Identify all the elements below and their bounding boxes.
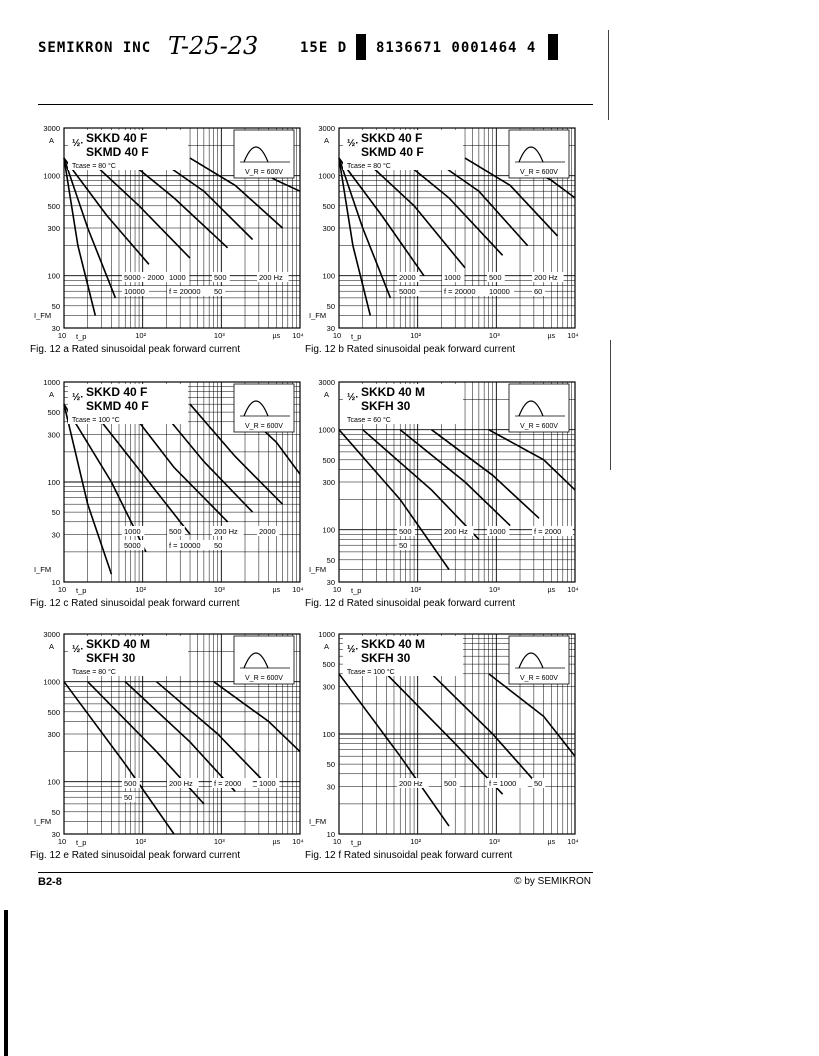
y-tick-label: 300 (322, 682, 335, 692)
y-tick-label: 50 (51, 807, 60, 817)
y-tick-label: 3000 (43, 630, 60, 639)
tcase-label: Tcase = 80 °C (347, 163, 391, 170)
chart-12b (305, 120, 595, 342)
y-tick-label: 30 (51, 830, 60, 839)
title-fraction: ½· (72, 392, 84, 403)
vr-label: V_R = 600V (245, 169, 283, 176)
black-mark-2 (548, 34, 558, 60)
frequency-annotation: 10000 (489, 287, 510, 296)
title-fraction: ½· (72, 138, 84, 149)
frequency-annotation: f = 20000 (169, 287, 201, 296)
vr-label: V_R = 600V (245, 423, 283, 430)
frequency-annotation: 1000 (124, 527, 141, 536)
y-tick-label: 1000 (43, 171, 60, 181)
y-tick-label: 300 (47, 224, 60, 233)
y-tick-label: 1000 (318, 630, 335, 639)
tcase-label: Tcase = 80 °C (72, 163, 116, 170)
title-fraction: ½· (347, 644, 359, 655)
device-title-1: SKKD 40 F (361, 131, 423, 145)
device-title-2: SKFH 30 (86, 651, 136, 665)
frequency-annotation: 2000 (399, 273, 416, 282)
y-axis-label: I_FM (309, 565, 327, 574)
frequency-annotation: f = 1000 (489, 779, 517, 788)
frequency-annotation: 500 (214, 273, 227, 282)
figure-12e (30, 626, 320, 876)
frequency-annotation: 2000 (259, 527, 276, 536)
company-name: SEMIKRON INC (38, 40, 152, 56)
frequency-annotation: 200 Hz (169, 779, 193, 788)
frequency-annotation: 50 (214, 287, 223, 296)
y-tick-label: 50 (326, 555, 335, 565)
y-unit-label: A (323, 136, 329, 145)
x-tick-label: 10³ (488, 585, 500, 594)
frequency-annotation: 200 Hz (259, 273, 283, 282)
title-fraction: ½· (347, 392, 359, 403)
y-tick-label: 300 (47, 430, 60, 440)
frequency-annotation: 1000 (444, 273, 461, 282)
y-tick-label: 3000 (43, 124, 60, 133)
y-tick-label: 1000 (318, 425, 335, 435)
x-tick-label: 10² (410, 837, 422, 846)
y-tick-label: 300 (47, 730, 60, 739)
x-tick-label: 10⁴ (567, 331, 579, 340)
vr-label: V_R = 600V (245, 675, 283, 682)
figure-12b (305, 120, 595, 370)
figure-12d (305, 374, 595, 624)
x-tick-label: 10² (135, 585, 147, 594)
figure-caption: Fig. 12 a Rated sinusoidal peak forward current (30, 344, 241, 355)
y-tick-label: 1000 (43, 378, 60, 387)
device-title-2: SKMD 40 F (86, 399, 149, 413)
figure-caption: Fig. 12 e Rated sinusoidal peak forward current (30, 850, 241, 861)
device-title-2: SKFH 30 (361, 651, 411, 665)
x-unit-label: µs (272, 333, 281, 340)
device-title-2: SKFH 30 (361, 399, 411, 413)
y-tick-label: 3000 (318, 124, 335, 133)
x-tick-label: 10³ (213, 837, 225, 846)
handwritten-reference: T-25-23 (168, 32, 259, 60)
y-tick-label: 1000 (318, 171, 335, 181)
y-axis-label: I_FM (309, 817, 327, 826)
tcase-label: Tcase = 100 °C (72, 417, 120, 424)
frequency-annotation: 500 (444, 779, 457, 788)
frequency-annotation: f = 20000 (444, 287, 476, 296)
frequency-annotation: 200 Hz (444, 527, 468, 536)
curve-200 (157, 682, 265, 782)
x-axis-label: t_p (76, 586, 87, 595)
device-title-2: SKMD 40 F (86, 145, 149, 159)
scan-speck (608, 30, 609, 120)
figure-12c (30, 374, 320, 624)
vr-label: V_R = 600V (520, 169, 558, 176)
frequency-annotation: 1000 (169, 273, 186, 282)
y-tick-label: 500 (322, 455, 335, 465)
curve-200 (432, 674, 543, 788)
figure-caption: Fig. 12 c Rated sinusoidal peak forward current (30, 598, 240, 609)
y-tick-label: 30 (326, 324, 335, 333)
frequency-annotation: 500 (399, 527, 412, 536)
x-axis-label: t_p (351, 332, 362, 341)
frequency-annotation: 10000 (124, 287, 145, 296)
x-tick-label: 10³ (488, 837, 500, 846)
x-unit-label: µs (547, 839, 556, 846)
device-title-1: SKKD 40 M (361, 385, 426, 399)
x-axis-label: t_p (76, 332, 87, 341)
frequency-annotation: 1000 (489, 527, 506, 536)
x-tick-label: 10 (57, 837, 67, 846)
header-code-1: 15E D (300, 40, 348, 56)
figure-caption: Fig. 12 d Rated sinusoidal peak forward current (305, 598, 516, 609)
x-tick-label: 10² (410, 585, 422, 594)
y-tick-label: 1000 (43, 677, 60, 687)
figure-12f (305, 626, 595, 876)
x-unit-label: µs (272, 587, 281, 594)
device-title-1: SKKD 40 M (86, 637, 151, 651)
frequency-annotation: 50 (399, 541, 408, 550)
chart-12f (305, 626, 595, 848)
frequency-annotation: 50 (124, 793, 133, 802)
x-tick-label: 10⁴ (567, 837, 579, 846)
frequency-annotation: 200 Hz (399, 779, 423, 788)
frequency-annotation: 200 Hz (534, 273, 558, 282)
y-tick-label: 500 (47, 408, 60, 418)
header-rule (38, 104, 593, 105)
footer-rule (38, 872, 593, 873)
chart-12e (30, 626, 320, 848)
y-axis-label: I_FM (309, 311, 327, 320)
curve-50 (214, 682, 300, 752)
y-tick-label: 100 (322, 271, 335, 281)
y-tick-label: 500 (322, 660, 335, 670)
y-tick-label: 500 (322, 201, 335, 211)
frequency-annotation: 5000 - 2000 (124, 273, 165, 282)
y-tick-label: 100 (322, 525, 335, 535)
x-tick-label: 10 (57, 331, 67, 340)
x-tick-label: 10 (332, 837, 342, 846)
y-tick-label: 50 (51, 508, 60, 518)
x-tick-label: 10⁴ (292, 837, 304, 846)
x-tick-label: 10⁴ (292, 585, 304, 594)
header-code-2: 8136671 0001464 4 (376, 40, 537, 56)
y-tick-label: 10 (326, 830, 335, 839)
x-axis-label: t_p (76, 838, 87, 847)
y-tick-label: 100 (322, 730, 335, 739)
device-title-1: SKKD 40 M (361, 637, 426, 651)
y-tick-label: 50 (51, 301, 60, 311)
figure-caption: Fig. 12 f Rated sinusoidal peak forward current (305, 850, 513, 861)
x-unit-label: µs (272, 839, 281, 846)
tcase-label: Tcase = 80 °C (72, 669, 116, 676)
y-tick-label: 50 (326, 301, 335, 311)
y-axis-label: I_FM (34, 817, 52, 826)
x-tick-label: 10² (410, 331, 422, 340)
tcase-label: Tcase = 60 °C (347, 417, 391, 424)
y-tick-label: 3000 (318, 378, 335, 387)
x-tick-label: 10⁴ (292, 331, 304, 340)
x-unit-label: µs (547, 587, 556, 594)
frequency-annotation: f = 2000 (534, 527, 562, 536)
frequency-annotation: 500 (489, 273, 502, 282)
x-tick-label: 10 (332, 331, 342, 340)
frequency-annotation: 5000 (399, 287, 416, 296)
scan-edge-mark (4, 910, 8, 1056)
y-tick-label: 500 (47, 201, 60, 211)
x-unit-label: µs (547, 333, 556, 340)
x-tick-label: 10³ (488, 331, 500, 340)
figure-caption: Fig. 12 b Rated sinusoidal peak forward current (305, 344, 516, 355)
frequency-annotation: 500 (169, 527, 182, 536)
frequency-annotation: f = 2000 (214, 779, 242, 788)
vr-label: V_R = 600V (520, 423, 558, 430)
x-tick-label: 10 (57, 585, 67, 594)
curve-200 (432, 430, 540, 519)
x-axis-label: t_p (351, 838, 362, 847)
y-tick-label: 100 (47, 271, 60, 281)
y-tick-label: 300 (322, 478, 335, 487)
frequency-annotation: 200 Hz (214, 527, 238, 536)
y-tick-label: 10 (51, 578, 60, 587)
scan-speck (610, 340, 611, 470)
x-tick-label: 10² (135, 837, 147, 846)
black-mark-1 (356, 34, 366, 60)
x-tick-label: 10⁴ (567, 585, 579, 594)
x-tick-label: 10³ (213, 331, 225, 340)
x-tick-label: 10² (135, 331, 147, 340)
frequency-annotation: 500 (124, 779, 137, 788)
y-unit-label: A (323, 642, 329, 651)
y-unit-label: A (48, 642, 54, 651)
frequency-annotation: 50 (214, 541, 223, 550)
title-fraction: ½· (347, 138, 359, 149)
chart-12d (305, 374, 595, 596)
x-axis-label: t_p (351, 586, 362, 595)
tcase-label: Tcase = 100 °C (347, 669, 395, 676)
page-number: B2-8 (38, 876, 62, 888)
y-tick-label: 30 (51, 530, 60, 540)
curve-5000 (64, 158, 149, 264)
y-tick-label: 30 (326, 578, 335, 587)
y-tick-label: 100 (47, 777, 60, 787)
copyright: © by SEMIKRON (514, 876, 591, 887)
x-tick-label: 10 (332, 585, 342, 594)
y-axis-label: I_FM (34, 311, 52, 320)
chart-12a (30, 120, 320, 342)
y-tick-label: 300 (322, 224, 335, 233)
frequency-annotation: 5000 (124, 541, 141, 550)
device-title-2: SKMD 40 F (361, 145, 424, 159)
x-tick-label: 10³ (213, 585, 225, 594)
y-unit-label: A (323, 390, 329, 399)
title-fraction: ½· (72, 644, 84, 655)
device-title-1: SKKD 40 F (86, 385, 148, 399)
frequency-annotation: f = 10000 (169, 541, 201, 550)
device-title-1: SKKD 40 F (86, 131, 148, 145)
y-tick-label: 500 (47, 707, 60, 717)
figure-12a (30, 120, 320, 370)
y-unit-label: A (48, 390, 54, 399)
frequency-annotation: 50 (534, 779, 543, 788)
chart-12c (30, 374, 320, 596)
y-tick-label: 30 (51, 324, 60, 333)
frequency-annotation: 60 (534, 287, 543, 296)
y-axis-label: I_FM (34, 565, 52, 574)
frequency-annotation: 1000 (259, 779, 276, 788)
y-unit-label: A (48, 136, 54, 145)
vr-label: V_R = 600V (520, 675, 558, 682)
y-tick-label: 30 (326, 782, 335, 792)
y-tick-label: 100 (47, 478, 60, 487)
y-tick-label: 50 (326, 760, 335, 770)
